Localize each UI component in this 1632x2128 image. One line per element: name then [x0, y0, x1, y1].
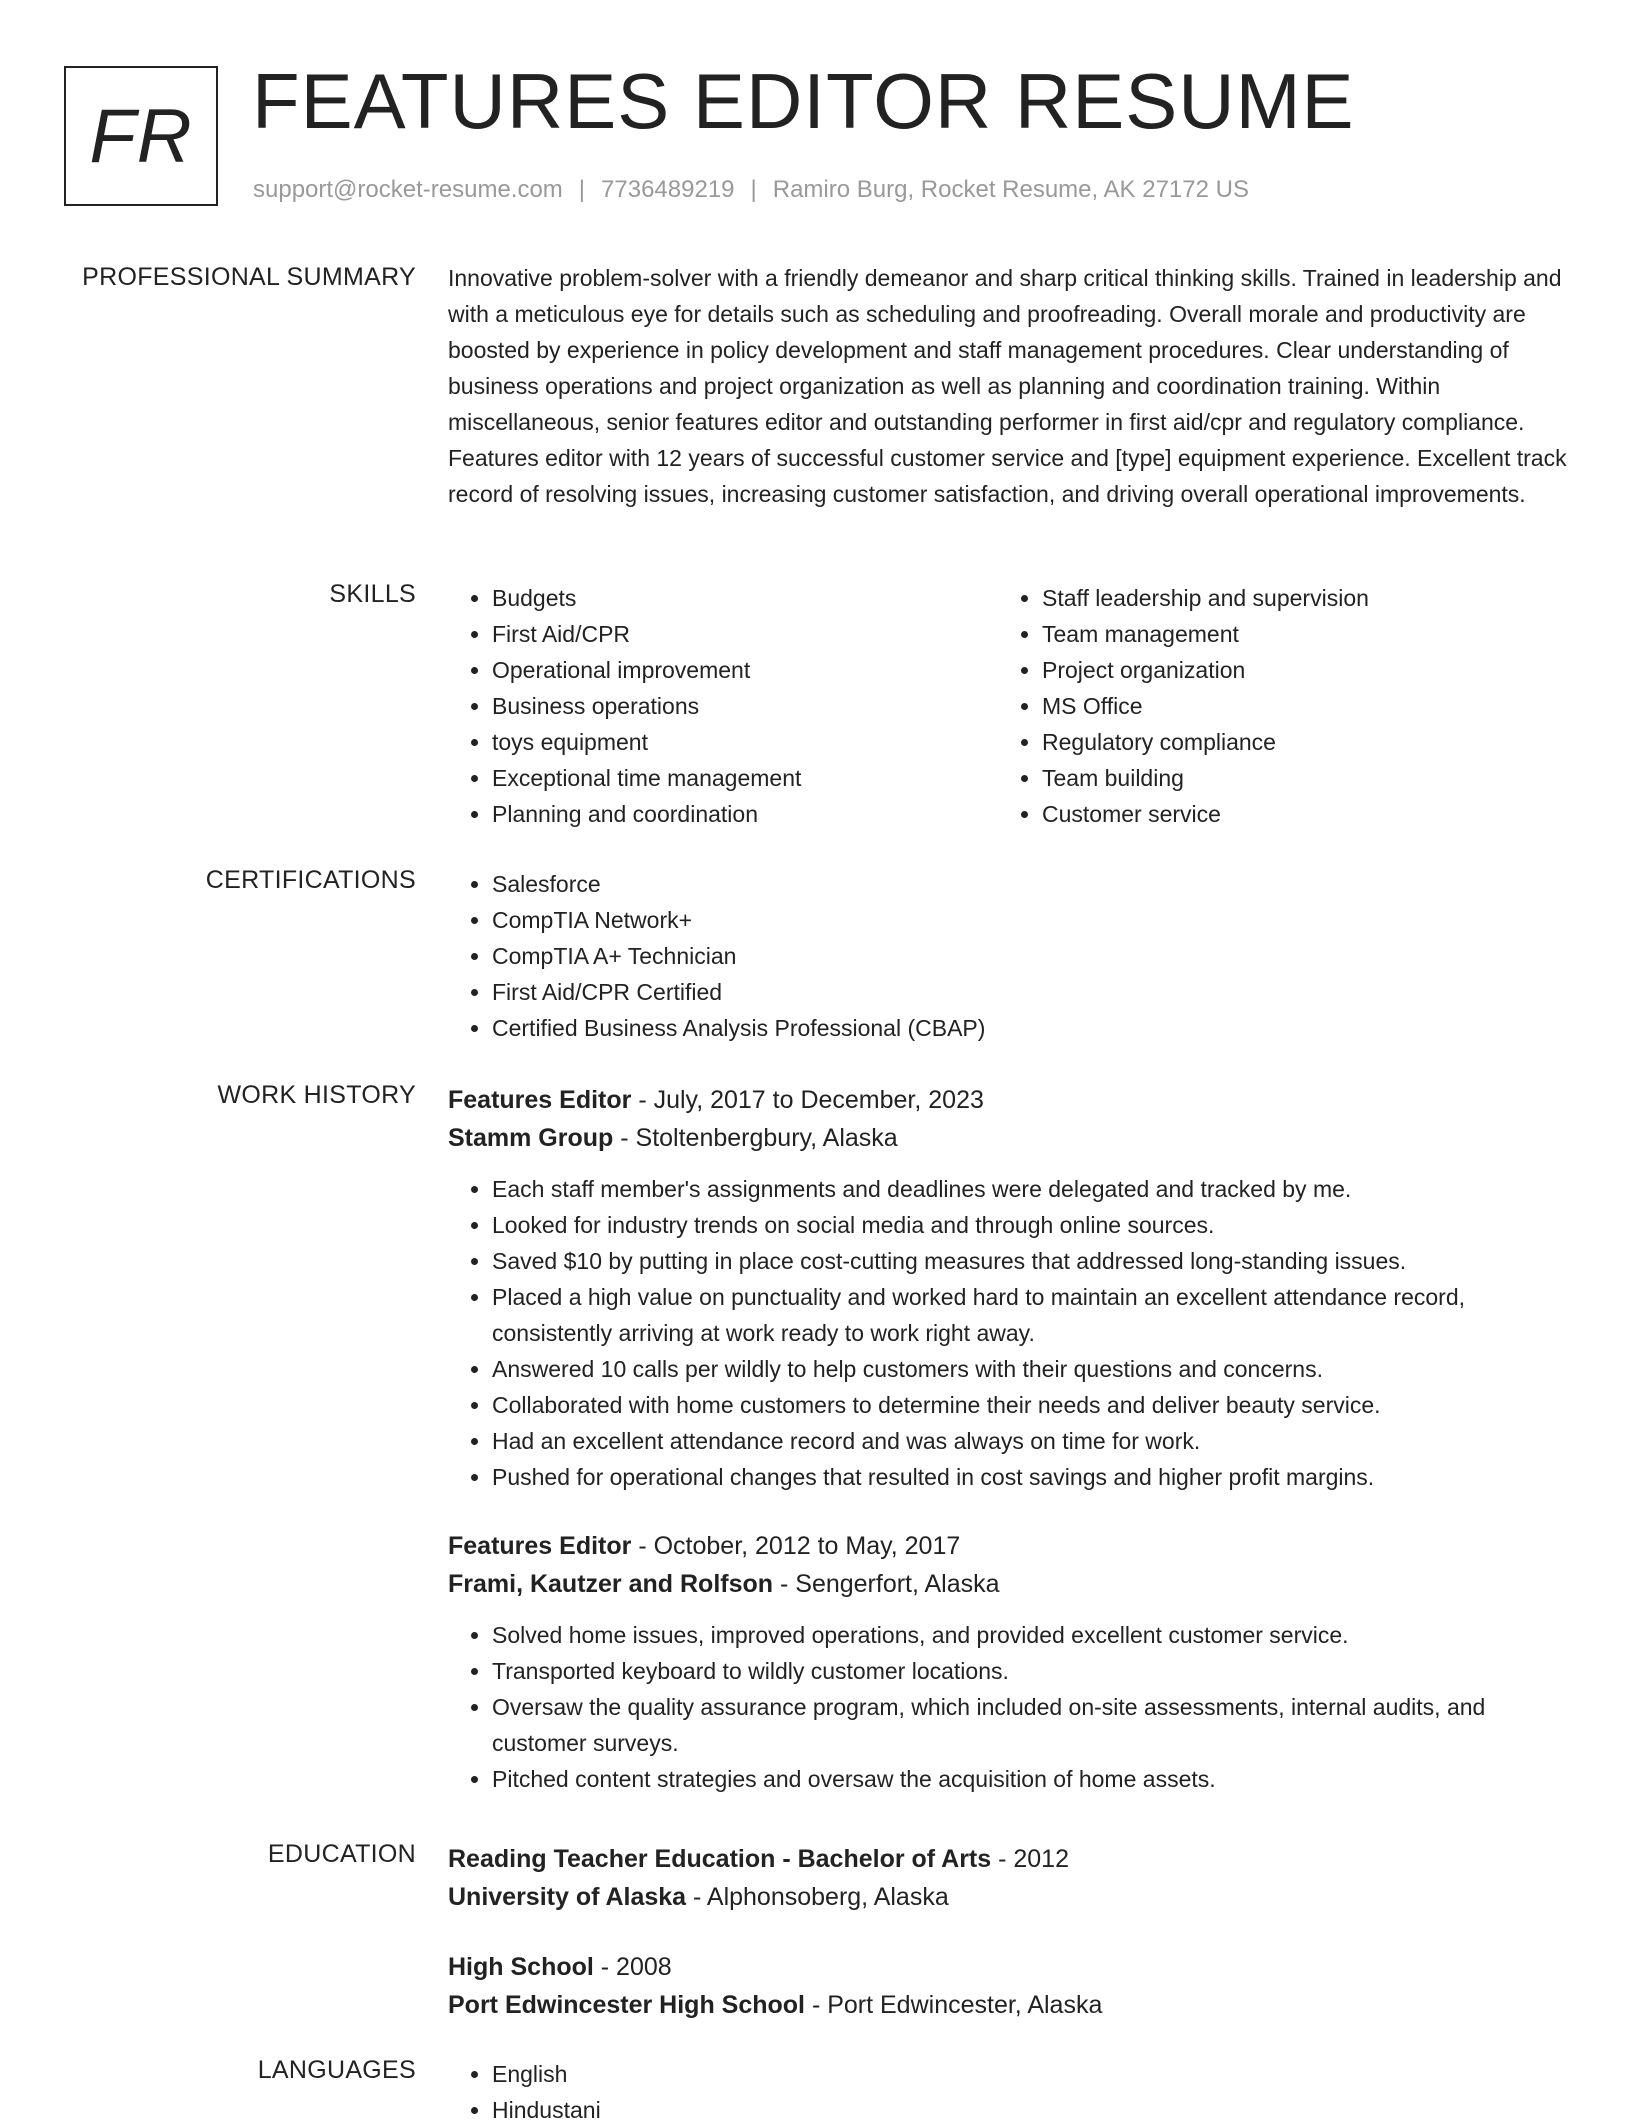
job-bullet: • Each staff member's assignments and deadlines were delegated and tracked by me.: [492, 1171, 1568, 1207]
job-entry: [448, 1527, 1568, 1797]
skills-column-left: [448, 580, 998, 832]
education-body: [448, 1840, 1568, 2056]
section-heading: PROFESSIONAL SUMMARY: [82, 263, 416, 291]
section-heading: EDUCATION: [267, 1840, 416, 1868]
skill-item: • Regulatory compliance: [1042, 724, 1548, 760]
certification-item: • CompTIA Network+: [492, 902, 1568, 938]
skill-item: • toys equipment: [492, 724, 998, 760]
job-bullet: • Pitched content strategies and oversaw the acquisition of home assets.: [492, 1761, 1568, 1797]
contact-phone[interactable]: 7736489219: [601, 176, 735, 203]
contact-line: [253, 176, 1249, 204]
education-year: - 2008: [593, 1953, 672, 1981]
certification-item: • First Aid/CPR Certified: [492, 974, 1568, 1010]
job-bullet: • Solved home issues, improved operations, and provided excellent customer service.: [492, 1617, 1568, 1653]
job-location: - Stoltenbergbury, Alaska: [613, 1124, 898, 1152]
skills-body: [448, 580, 1568, 832]
certification-item: • Salesforce: [492, 866, 1568, 902]
skill-item: • Budgets: [492, 580, 998, 616]
section-heading: SKILLS: [329, 580, 416, 608]
job-dates: - July, 2017 to December, 2023: [631, 1086, 984, 1114]
section-heading: CERTIFICATIONS: [205, 866, 416, 894]
work-history-body: [448, 1081, 1568, 1829]
job-bullet: • Pushed for operational changes that resulted in cost savings and higher profit margins.: [492, 1459, 1568, 1495]
language-item: • Hindustani: [492, 2092, 1568, 2128]
resume-title: FEATURES EDITOR RESUME: [252, 57, 1355, 145]
skill-item: • Planning and coordination: [492, 796, 998, 832]
job-title: Features Editor: [448, 1532, 632, 1560]
job-bullet: • Transported keyboard to wildly customer locations.: [492, 1653, 1568, 1689]
skill-item: • MS Office: [1042, 688, 1548, 724]
education-degree-line: [448, 1840, 1568, 1878]
education-year: - 2012: [991, 1845, 1069, 1873]
job-title-line: [448, 1081, 1568, 1119]
skill-item: • Team management: [1042, 616, 1548, 652]
job-bullet: • Had an excellent attendance record and was always on time for work.: [492, 1423, 1568, 1459]
job-title: Features Editor: [448, 1086, 632, 1114]
education-school: Port Edwincester High School: [448, 1991, 805, 2019]
monogram-logo: FR: [64, 66, 218, 206]
education-degree-line: [448, 1948, 1568, 1986]
certification-item: • Certified Business Analysis Professional (CBAP): [492, 1010, 1568, 1046]
section-heading: LANGUAGES: [257, 2056, 416, 2084]
certifications-body: [448, 866, 1568, 1046]
education-location: - Alphonsoberg, Alaska: [686, 1883, 949, 1911]
skill-item: • Exceptional time management: [492, 760, 998, 796]
education-location: - Port Edwincester, Alaska: [805, 1991, 1103, 2019]
job-company: Stamm Group: [448, 1124, 614, 1152]
job-entry: [448, 1081, 1568, 1495]
job-bullet: • Saved $10 by putting in place cost-cutting measures that addressed long-standing issues.: [492, 1243, 1568, 1279]
skills-column-right: [998, 580, 1548, 832]
summary-text: Innovative problem-solver with a friendly demeanor and sharp critical thinking skills. Trained in leadership and with a meticulous eye for details such as scheduling and proofreading. Overall morale and productivity are boosted by experience in policy development and staff management procedures. Clear understanding of business operations and project organization as well as planning and coordination training. Within miscellaneous, senior features editor and outstanding performer in first aid/cpr and regulatory compliance. Features editor with 12 years of successful customer service and [type] equipment experience. Excellent track record of resolving issues, increasing customer satisfaction, and driving overall operational improvements.: [448, 265, 1567, 507]
job-bullet: • Answered 10 calls per wildly to help customers with their questions and concerns.: [492, 1351, 1568, 1387]
skill-item: • Project organization: [1042, 652, 1548, 688]
certification-item: • CompTIA A+ Technician: [492, 938, 1568, 974]
job-company-line: [448, 1565, 1568, 1603]
job-bullet: • Looked for industry trends on social media and through online sources.: [492, 1207, 1568, 1243]
skill-item: • Customer service: [1042, 796, 1548, 832]
job-location: - Sengerfort, Alaska: [773, 1570, 1000, 1598]
skill-item: • Operational improvement: [492, 652, 998, 688]
skill-item: • First Aid/CPR: [492, 616, 998, 652]
education-school: University of Alaska: [448, 1883, 687, 1911]
languages-body: [448, 2056, 1568, 2128]
education-school-line: [448, 1878, 1568, 1916]
education-degree: High School: [448, 1953, 594, 1981]
education-entry: [448, 1840, 1568, 1916]
job-company: Frami, Kautzer and Rolfson: [448, 1570, 774, 1598]
job-dates: - October, 2012 to May, 2017: [631, 1532, 961, 1560]
education-degree: Reading Teacher Education - Bachelor of Arts: [448, 1845, 992, 1873]
skill-item: • Team building: [1042, 760, 1548, 796]
education-school-line: [448, 1986, 1568, 2024]
job-bullet: • Oversaw the quality assurance program, which included on-site assessments, internal audits, and customer surveys.: [492, 1689, 1568, 1761]
job-bullet: • Placed a high value on punctuality and worked hard to maintain an excellent attendance record, consistently arriving at work ready to work right away.: [492, 1279, 1568, 1351]
contact-separator: |: [750, 176, 757, 203]
summary-body: [448, 260, 1568, 512]
job-company-line: [448, 1119, 1568, 1157]
section-heading: WORK HISTORY: [217, 1081, 416, 1109]
contact-separator: |: [578, 176, 586, 203]
contact-address: Ramiro Burg, Rocket Resume, AK 27172 US: [772, 176, 1249, 203]
education-entry: [448, 1948, 1568, 2024]
skill-item: • Business operations: [492, 688, 998, 724]
language-item: • English: [492, 2056, 1568, 2092]
contact-email[interactable]: support@rocket-resume.com: [253, 176, 563, 203]
skill-item: • Staff leadership and supervision: [1042, 580, 1548, 616]
job-title-line: [448, 1527, 1568, 1565]
job-bullet: • Collaborated with home customers to determine their needs and deliver beauty service.: [492, 1387, 1568, 1423]
